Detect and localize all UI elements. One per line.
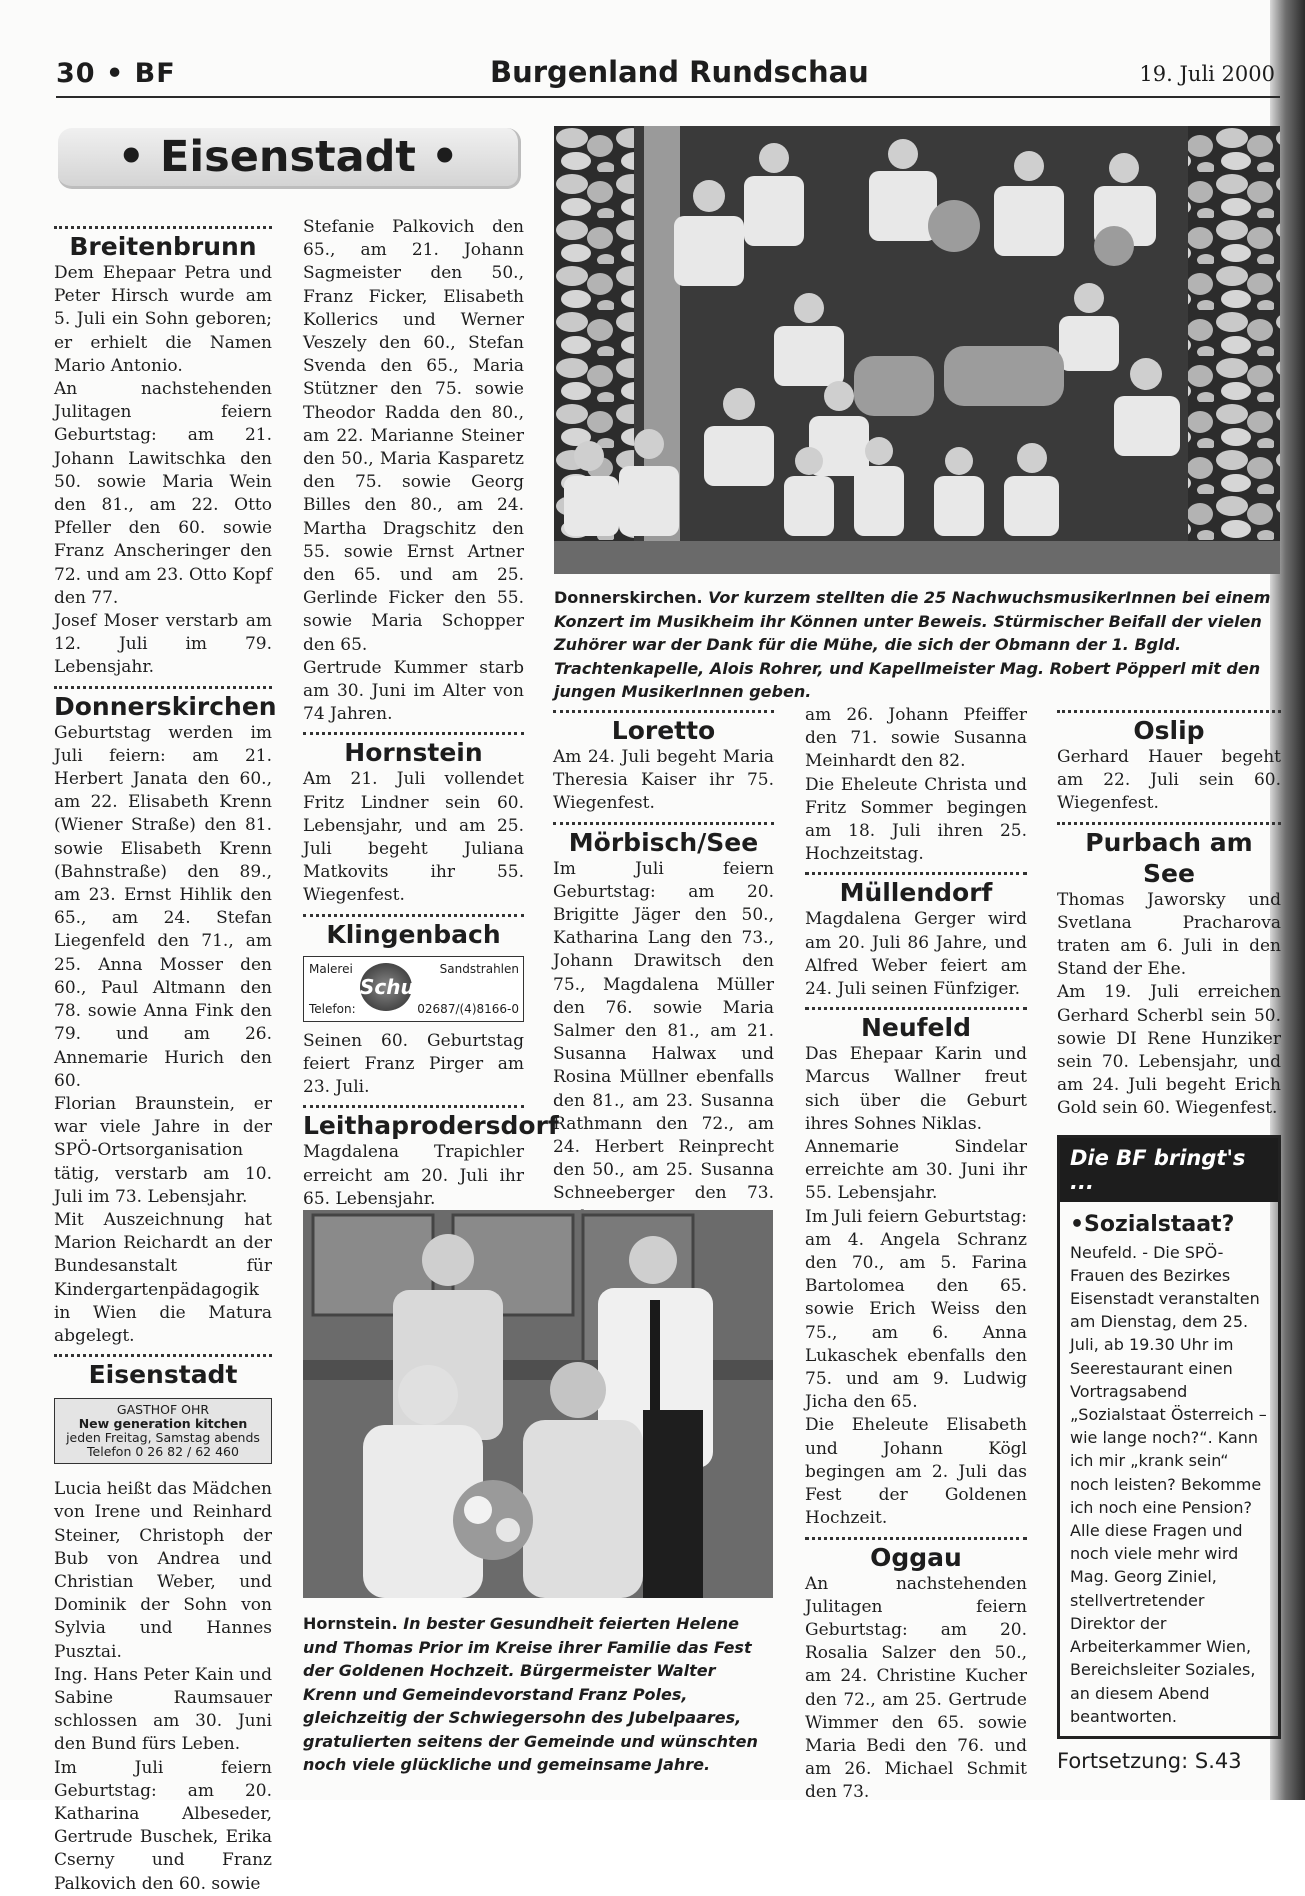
article-text: am 26. Johann Pfeiffer den 71. sowie Susanna Meinhardt den 82. <box>805 705 1027 772</box>
separator <box>54 226 272 229</box>
article-text: Magdalena Trapichler erreicht am 20. Juli ihr 65. Lebensjahr. <box>303 1142 524 1209</box>
separator <box>54 686 272 689</box>
ad-text: 02687/(4)8166-0 <box>417 1001 519 1016</box>
article-text: Annemarie Sindelar erreichte am 30. Juni ihr 55. Lebensjahr. <box>805 1137 1027 1204</box>
caption-lead: Donnerskirchen. <box>554 588 703 607</box>
separator <box>303 914 524 917</box>
article-text: An nachstehenden Julitagen feiern Geburtstag: am 21. Johann Lawitschka den 50. sowie Maria Wein den 81., am 22. Otto Pfeller den 60. sowie Franz Anscheringer den 72. und am 23. Otto Kopf den 77. <box>54 379 272 608</box>
column-4 <box>805 704 1027 1805</box>
ad-line: GASTHOF OHR <box>116 1402 210 1418</box>
heading-breitenbrunn: Breitenbrunn <box>69 232 257 261</box>
article-text: Stefanie Palkovich den 65., am 21. Johann Sagmeister den 50., Franz Ficker, Elisabeth Kollerics und Werner Veszely den 60., Stefan Svenda den 65., Maria Stützner den 75. sowie Theodor Radda den 80., am 22. Marianne Steiner den 50., Maria Kasparetz den 75. sowie Georg Billes den 80., am 24. Martha Dragschitz den 55. sowie Ernst Artner den 65. und am 25. Gerlinde Ficker den 55. sowie Maria Schopper den 65. <box>303 217 524 655</box>
heading-donnerskirchen: Donnerskirchen <box>54 691 277 721</box>
ad-text: Sandstrahlen <box>439 961 519 976</box>
heading-loretto: Loretto <box>611 716 716 745</box>
separator <box>303 1105 524 1108</box>
photo-youth-musicians-image <box>554 126 1280 574</box>
info-box-body <box>1060 1202 1278 1736</box>
separator <box>303 732 524 735</box>
separator <box>805 872 1027 875</box>
article-text: Josef Moser verstarb am 12. Juli im 79. Lebensjahr. <box>54 611 272 678</box>
article-text: Seinen 60. Geburtstag feiert Franz Pirger am 23. Juli. <box>303 1030 524 1098</box>
heading-oggau: Oggau <box>870 1542 962 1572</box>
ad-line: Telefon 0 26 82 / 62 460 <box>87 1444 239 1460</box>
caption-text: In bester Gesundheit feierten Helene und Thomas Prior im Kreise ihrer Familie das Fest der Goldenen Hochzeit. Bürgermeister Walter Krenn und Gemeindevorstand Franz Poles, gleichzeitig der Schwiegersohn des Jubelpaares, gratulierten seitens der Gemeinde und wünschten noch viele glückliche und gemeinsame Jahre. <box>303 1614 758 1774</box>
separator <box>1057 710 1281 713</box>
article-text: An nachstehenden Julitagen feiern Geburtstag: am 20. Rosalia Salzer den 50., am 24. Christine Kucher den 72., am 25. Gertrude Wimmer den 65. sowie Maria Bedi den 76. und am 26. Michael Schmit den 73. <box>805 1573 1027 1803</box>
heading-eisenstadt: Eisenstadt <box>88 1360 238 1390</box>
article-text: Geburtstag werden im Juli feiern: am 21. Herbert Janata den 60., am 22. Elisabeth Krenn (Wiener Straße) den 81. sowie Elisabeth Krenn (Bahnstraße) den 89., am 23. Ernst Hihlik den 65., am 24. Stefan Liegenfeld den 71., am 25. Anna Mosser den 60., Paul Altmann den 78. sowie Anna Fink den 79. und am 26. Annemarie Hurich den 60. <box>54 722 272 1091</box>
column-2 <box>303 216 559 1211</box>
article-text: Gertrude Kummer starb am 30. Juni im Alter von 74 Jahren. <box>303 657 524 725</box>
section-banner: • Eisenstadt • <box>58 128 521 189</box>
photo-youth-musicians-caption <box>554 586 1280 704</box>
article-text: Gerhard Hauer begeht am 22. Juli sein 60. Wiegenfest. <box>1057 747 1281 814</box>
photo-golden-wedding-image <box>303 1210 773 1598</box>
article-text: Mit Auszeichnung hat Marion Reichardt an der Bundesanstalt für Kindergartenpädagogik in Wien die Matura abgelegt. <box>54 1209 272 1346</box>
heading-neufeld: Neufeld <box>861 1013 971 1043</box>
heading-purbach: Purbach am See <box>1085 827 1253 888</box>
photo-golden-wedding-caption <box>303 1612 773 1777</box>
photo-youth-musicians <box>554 126 1280 574</box>
heading-moerbisch: Mörbisch/See <box>568 827 759 857</box>
article-text: Im Juli feiern Geburtstag: am 20. Katharina Albeseder, Gertrude Buschek, Erika Cserny und Franz Palkovich den 60. sowie <box>54 1757 272 1894</box>
article-text: Ing. Hans Peter Kain und Sabine Raumsauer schlossen am 30. Juni den Bund fürs Leben. <box>54 1664 272 1755</box>
info-box-text: Neufeld. - Die SPÖ-Frauen des Bezirkes Eisenstadt veranstalten am Dienstag, dem 25. Juli, ab 19.30 Uhr im Seerestaurant einen Vortragsabend „Sozialstaat Österreich – wie lange noch?“. Kann ich mir „krank sein“ noch leisten? Bekomme ich noch eine Pension? Alle diese Fragen und noch viele mehr wird Mag. Georg Ziniel, stellvertretender Direktor der Arbeiterkammer Wien, Bereichsleiter Soziales, an diesem Abend beantworten. <box>1070 1242 1267 1726</box>
info-box <box>1057 1135 1281 1739</box>
continuation-note: Fortsetzung: S.43 <box>1057 1748 1242 1773</box>
heading-leithaprodersdorf: Leithaprodersdorf <box>303 1111 559 1141</box>
newspaper-title: Burgenland Rundschau <box>490 55 869 89</box>
schuller-logo: Schuller <box>360 963 412 1011</box>
advertisement-schuller <box>303 956 524 1022</box>
article-text: Dem Ehepaar Petra und Peter Hirsch wurde am 5. Juli ein Sohn geboren; er erhielt die Namen Mario Antonio. <box>54 263 272 376</box>
article-text: Magdalena Gerger wird am 20. Juli 86 Jahre, und Alfred Weber feiert am 24. Juli seinen Fünfziger. <box>805 909 1027 1000</box>
article-text: Im Juli feiern Geburtstag: am 4. Angela Schranz den 70., am 5. Farina Bartolomea den 65. sowie Erich Weiss den 75., am 6. Anna Lukaschek ebenfalls den 75. und am 9. Ludwig Jicha den 65. <box>805 1206 1027 1413</box>
article-text: Am 19. Juli erreichen Gerhard Scherbl sein 50. sowie DI Rene Hunziker sein 70. Lebensjahr, und am 24. Juli begeht Erich Gold sein 60. Wiegenfest. <box>1057 982 1281 1119</box>
separator <box>805 1537 1027 1540</box>
info-box-subtitle: •Sozialstaat? <box>1070 1211 1235 1237</box>
separator <box>1057 822 1281 825</box>
info-box-header: Die BF bringt's ... <box>1060 1138 1278 1202</box>
caption-lead: Hornstein. <box>303 1614 398 1633</box>
article-text: Thomas Jaworsky und Svetlana Pracharova traten am 6. Juli in den Stand der Ehe. <box>1057 889 1281 980</box>
article-text: Die Eheleute Christa und Fritz Sommer begingen am 18. Juli ihren 25. Hochzeitstag. <box>805 774 1027 865</box>
column-3 <box>553 704 774 1229</box>
advertisement-gasthof-ohr <box>54 1398 272 1464</box>
separator <box>805 1007 1027 1010</box>
page-number: 30 • BF <box>56 58 176 89</box>
caption-text: Vor kurzem stellten die 25 NachwuchsmusikerInnen bei einem Konzert im Musikheim ihr Können unter Beweis. Stürmischer Beifall der vielen Zuhörer war der Dank für die Mühe, die sich der Obmann der 1. Bgld. Trachtenkapelle, Alois Rohrer, und Kapellmeister Mag. Robert Pöpperl mit den jungen MusikerInnen geben. <box>554 588 1271 701</box>
ad-line: jeden Freitag, Samstag abends <box>66 1430 260 1446</box>
issue-date: 19. Juli 2000 <box>1139 62 1275 86</box>
article-text: Das Ehepaar Karin und Marcus Wallner freut sich über die Geburt ihres Sohnes Niklas. <box>805 1044 1027 1134</box>
ad-line: New generation kitchen <box>78 1416 248 1432</box>
separator <box>553 710 774 713</box>
ad-text: Telefon: <box>309 1001 356 1016</box>
column-1 <box>54 220 277 1896</box>
article-text: Am 21. Juli vollendet Fritz Lindner sein 60. Lebensjahr, und am 25. Juli begeht Juliana Matkovits ihr 55. Wiegenfest. <box>303 769 524 906</box>
article-text: Die Eheleute Elisabeth und Johann Kögl begingen am 2. Juli das Fest der Goldenen Hochzeit. <box>805 1415 1027 1529</box>
heading-klingenbach: Klingenbach <box>326 919 501 949</box>
heading-muellendorf: Müllendorf <box>839 878 993 908</box>
column-5 <box>1057 704 1281 1773</box>
article-text: Am 24. Juli begeht Maria Theresia Kaiser ihr 75. Wiegenfest. <box>553 747 774 814</box>
heading-oslip: Oslip <box>1133 716 1205 745</box>
ad-text: Malerei <box>309 961 353 976</box>
article-text: Lucia heißt das Mädchen von Irene und Reinhard Steiner, Christoph der Bub von Andrea und Christian Weber, und Dominik der Sohn von Sylvia und Hannes Pusztai. <box>54 1479 272 1662</box>
separator <box>54 1354 272 1357</box>
article-text: Florian Braunstein, er war viele Jahre in der SPÖ-Ortsorganisation tätig, verstarb am 10. Juli im 73. Lebensjahr. <box>54 1093 272 1207</box>
article-text: Im Juli feiern Geburtstag: am 20. Brigitte Jäger den 50., Katharina Lang den 73., Johann Drawitsch den 75., Magdalena Müller den 76. sowie Maria Salmer den 81., am 21. Susanna Halwax und Rosina Müllner ebenfalls den 81., am 23. Susanna Rathmann den 72., am 24. Herbert Reinprecht den 50., am 25. Susanna Schneeberger den 73. <box>553 858 774 1204</box>
heading-hornstein: Hornstein <box>344 738 483 768</box>
separator <box>553 822 774 825</box>
header-rule <box>56 96 1280 98</box>
photo-golden-wedding <box>303 1210 773 1598</box>
